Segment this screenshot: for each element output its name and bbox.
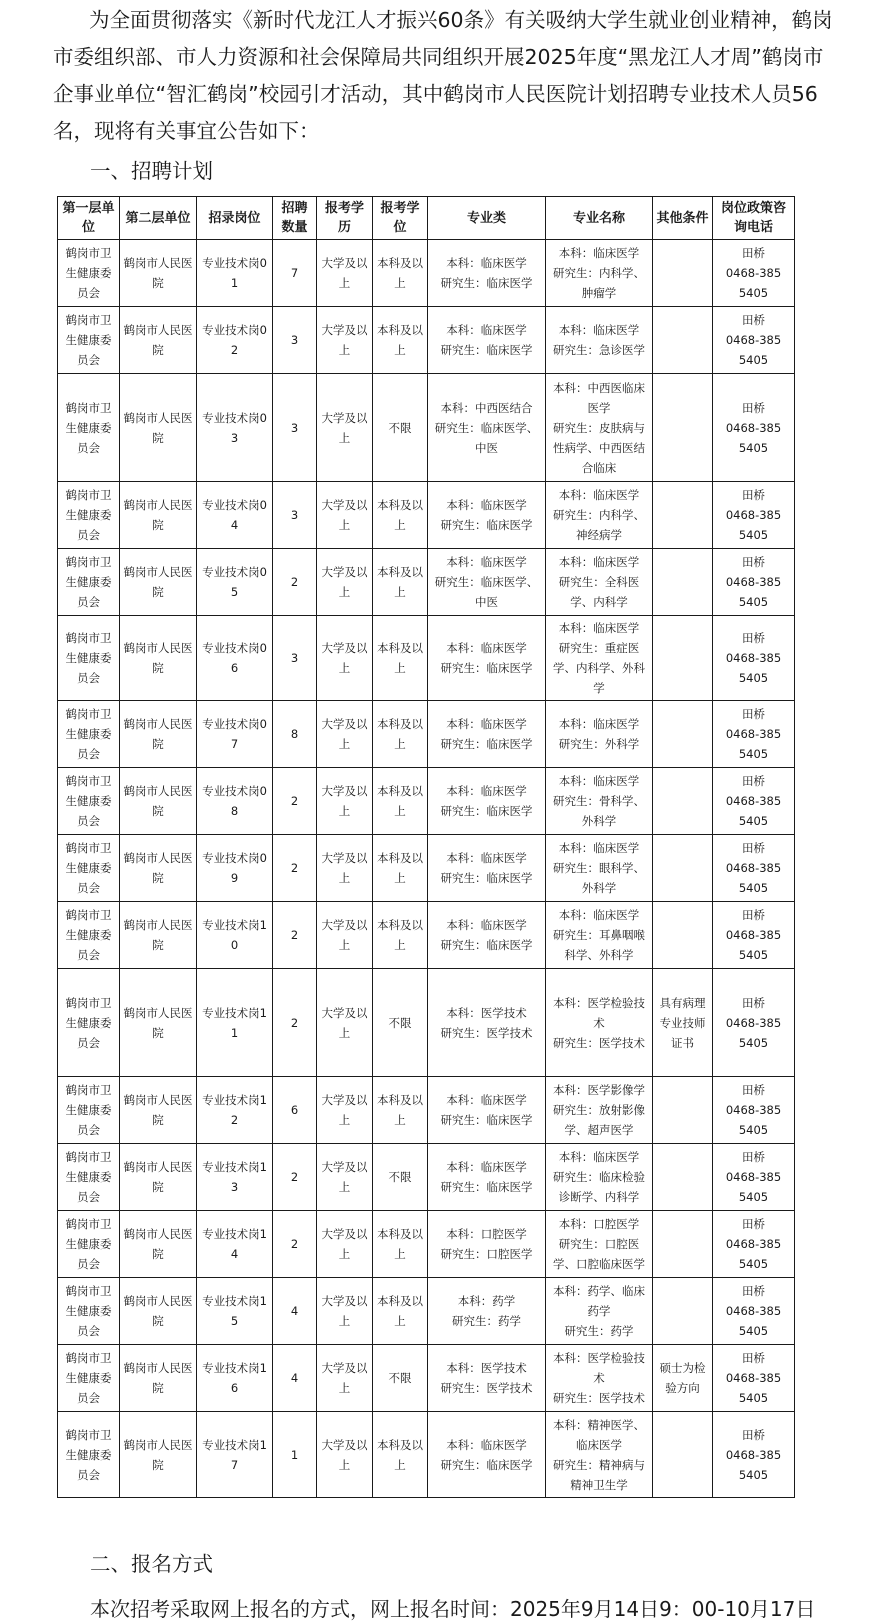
cell-count: 4 <box>273 1278 317 1345</box>
cell-unit2: 鹤岗市人民医院 <box>120 240 197 307</box>
cell-major-category: 本科：临床医学 研究生：临床医学 <box>428 482 546 549</box>
cell-post: 专业技术岗04 <box>197 482 273 549</box>
header-major-name: 专业名称 <box>546 197 653 240</box>
cell-major-category: 本科：临床医学 研究生：临床医学 <box>428 240 546 307</box>
cell-degree: 本科及以上 <box>373 616 428 701</box>
cell-major-category: 本科：临床医学 研究生：临床医学 <box>428 902 546 969</box>
cell-count: 2 <box>273 969 317 1077</box>
cell-phone: 田桥 0468-385 5405 <box>713 1144 795 1211</box>
cell-unit1: 鹤岗市卫生健康委员会 <box>58 835 120 902</box>
cell-count: 2 <box>273 1211 317 1278</box>
header-unit1: 第一层单位 <box>58 197 120 240</box>
cell-degree: 本科及以上 <box>373 768 428 835</box>
cell-unit1: 鹤岗市卫生健康委员会 <box>58 701 120 768</box>
cell-post: 专业技术岗07 <box>197 701 273 768</box>
cell-unit2: 鹤岗市人民医院 <box>120 1278 197 1345</box>
cell-other-conditions <box>653 1144 713 1211</box>
cell-major-category: 本科：临床医学 研究生：临床医学 <box>428 1412 546 1498</box>
cell-unit1: 鹤岗市卫生健康委员会 <box>58 1412 120 1498</box>
cell-post: 专业技术岗02 <box>197 307 273 374</box>
cell-education: 大学及以上 <box>317 307 373 374</box>
cell-unit2: 鹤岗市人民医院 <box>120 1144 197 1211</box>
header-other-conditions: 其他条件 <box>653 197 713 240</box>
cell-major-category: 本科：临床医学 研究生：临床医学 <box>428 307 546 374</box>
cell-unit1: 鹤岗市卫生健康委员会 <box>58 482 120 549</box>
cell-unit2: 鹤岗市人民医院 <box>120 616 197 701</box>
cell-phone: 田桥 0468-385 5405 <box>713 482 795 549</box>
cell-degree: 不限 <box>373 1144 428 1211</box>
cell-unit2: 鹤岗市人民医院 <box>120 701 197 768</box>
cell-phone: 田桥 0468-385 5405 <box>713 1211 795 1278</box>
cell-phone: 田桥 0468-385 5405 <box>713 1412 795 1498</box>
cell-other-conditions <box>653 1412 713 1498</box>
cell-major-category: 本科：临床医学 研究生：临床医学 <box>428 701 546 768</box>
registration-text: 本次招考采取网上报名的方式，网上报名时间：2025年9月14日9：00-10月17日 <box>90 1597 816 1621</box>
cell-unit2: 鹤岗市人民医院 <box>120 768 197 835</box>
cell-education: 大学及以上 <box>317 701 373 768</box>
cell-education: 大学及以上 <box>317 549 373 616</box>
cell-other-conditions <box>653 307 713 374</box>
cell-post: 专业技术岗10 <box>197 902 273 969</box>
cell-count: 2 <box>273 549 317 616</box>
cell-phone: 田桥 0468-385 5405 <box>713 701 795 768</box>
cell-count: 2 <box>273 1144 317 1211</box>
cell-unit1: 鹤岗市卫生健康委员会 <box>58 902 120 969</box>
cell-count: 3 <box>273 307 317 374</box>
cell-phone: 田桥 0468-385 5405 <box>713 240 795 307</box>
cell-count: 2 <box>273 768 317 835</box>
table-row <box>58 768 795 835</box>
cell-degree: 本科及以上 <box>373 1412 428 1498</box>
header-phone: 岗位政策咨询电话 <box>713 197 795 240</box>
table-row <box>58 835 795 902</box>
cell-unit2: 鹤岗市人民医院 <box>120 1211 197 1278</box>
cell-degree: 不限 <box>373 1345 428 1412</box>
cell-education: 大学及以上 <box>317 374 373 482</box>
recruitment-plan-table <box>57 196 795 1498</box>
cell-education: 大学及以上 <box>317 902 373 969</box>
cell-unit2: 鹤岗市人民医院 <box>120 902 197 969</box>
cell-unit1: 鹤岗市卫生健康委员会 <box>58 1144 120 1211</box>
header-post: 招录岗位 <box>197 197 273 240</box>
cell-degree: 本科及以上 <box>373 1278 428 1345</box>
cell-other-conditions <box>653 701 713 768</box>
header-education: 报考学历 <box>317 197 373 240</box>
cell-education: 大学及以上 <box>317 1278 373 1345</box>
cell-education: 大学及以上 <box>317 768 373 835</box>
cell-unit2: 鹤岗市人民医院 <box>120 482 197 549</box>
cell-degree: 本科及以上 <box>373 307 428 374</box>
cell-post: 专业技术岗03 <box>197 374 273 482</box>
cell-phone: 田桥 0468-385 5405 <box>713 768 795 835</box>
cell-unit1: 鹤岗市卫生健康委员会 <box>58 374 120 482</box>
cell-major-name: 本科：精神医学、临床医学 研究生：精神病与精神卫生学 <box>546 1412 653 1498</box>
header-unit2: 第二层单位 <box>120 197 197 240</box>
cell-major-category: 本科：医学技术 研究生：医学技术 <box>428 969 546 1077</box>
table-row <box>58 1077 795 1144</box>
intro-paragraph <box>53 2 843 150</box>
cell-other-conditions <box>653 1211 713 1278</box>
cell-phone: 田桥 0468-385 5405 <box>713 1345 795 1412</box>
cell-degree: 本科及以上 <box>373 701 428 768</box>
table-row <box>58 969 795 1077</box>
cell-degree: 本科及以上 <box>373 1211 428 1278</box>
cell-phone: 田桥 0468-385 5405 <box>713 374 795 482</box>
cell-unit1: 鹤岗市卫生健康委员会 <box>58 1278 120 1345</box>
cell-count: 3 <box>273 616 317 701</box>
cell-major-name: 本科：临床医学 研究生：内科学、神经病学 <box>546 482 653 549</box>
cell-major-name: 本科：临床医学 研究生：全科医学、内科学 <box>546 549 653 616</box>
cell-major-name: 本科：临床医学 研究生：内科学、肿瘤学 <box>546 240 653 307</box>
table-row <box>58 902 795 969</box>
cell-major-category: 本科：药学 研究生：药学 <box>428 1278 546 1345</box>
cell-unit2: 鹤岗市人民医院 <box>120 1412 197 1498</box>
cell-count: 2 <box>273 902 317 969</box>
cell-post: 专业技术岗16 <box>197 1345 273 1412</box>
cell-degree: 本科及以上 <box>373 240 428 307</box>
cell-post: 专业技术岗12 <box>197 1077 273 1144</box>
cell-unit1: 鹤岗市卫生健康委员会 <box>58 969 120 1077</box>
cell-phone: 田桥 0468-385 5405 <box>713 969 795 1077</box>
cell-major-name: 本科：医学检验技术 研究生：医学技术 <box>546 1345 653 1412</box>
cell-major-category: 本科：临床医学 研究生：临床医学 <box>428 616 546 701</box>
cell-major-category: 本科：中西医结合 研究生：临床医学、中医 <box>428 374 546 482</box>
cell-unit2: 鹤岗市人民医院 <box>120 1345 197 1412</box>
cell-count: 3 <box>273 482 317 549</box>
cell-unit1: 鹤岗市卫生健康委员会 <box>58 1345 120 1412</box>
cell-post: 专业技术岗05 <box>197 549 273 616</box>
cell-major-name: 本科：药学、临床药学 研究生：药学 <box>546 1278 653 1345</box>
cell-other-conditions <box>653 1278 713 1345</box>
cell-major-name: 本科：医学影像学 研究生：放射影像学、超声医学 <box>546 1077 653 1144</box>
table-row <box>58 616 795 701</box>
cell-other-conditions: 具有病理专业技师证书 <box>653 969 713 1077</box>
cell-major-name: 本科：医学检验技术 研究生：医学技术 <box>546 969 653 1077</box>
cell-major-category: 本科：口腔医学 研究生：口腔医学 <box>428 1211 546 1278</box>
table-row <box>58 1412 795 1498</box>
cell-phone: 田桥 0468-385 5405 <box>713 1077 795 1144</box>
section-heading-registration: 二、报名方式 <box>90 1552 213 1576</box>
table-row <box>58 1144 795 1211</box>
cell-phone: 田桥 0468-385 5405 <box>713 835 795 902</box>
cell-major-name: 本科：临床医学 研究生：耳鼻咽喉科学、外科学 <box>546 902 653 969</box>
cell-unit1: 鹤岗市卫生健康委员会 <box>58 1211 120 1278</box>
cell-unit2: 鹤岗市人民医院 <box>120 374 197 482</box>
table-row <box>58 482 795 549</box>
table-row <box>58 549 795 616</box>
cell-major-category: 本科：临床医学 研究生：临床医学、中医 <box>428 549 546 616</box>
table-row <box>58 374 795 482</box>
cell-degree: 本科及以上 <box>373 902 428 969</box>
cell-degree: 本科及以上 <box>373 1077 428 1144</box>
cell-education: 大学及以上 <box>317 616 373 701</box>
cell-post: 专业技术岗15 <box>197 1278 273 1345</box>
cell-education: 大学及以上 <box>317 240 373 307</box>
cell-unit1: 鹤岗市卫生健康委员会 <box>58 307 120 374</box>
cell-post: 专业技术岗01 <box>197 240 273 307</box>
cell-unit1: 鹤岗市卫生健康委员会 <box>58 616 120 701</box>
cell-phone: 田桥 0468-385 5405 <box>713 307 795 374</box>
cell-other-conditions <box>653 240 713 307</box>
cell-unit1: 鹤岗市卫生健康委员会 <box>58 549 120 616</box>
cell-unit2: 鹤岗市人民医院 <box>120 835 197 902</box>
cell-major-category: 本科：临床医学 研究生：临床医学 <box>428 835 546 902</box>
cell-phone: 田桥 0468-385 5405 <box>713 549 795 616</box>
cell-education: 大学及以上 <box>317 1144 373 1211</box>
cell-unit2: 鹤岗市人民医院 <box>120 549 197 616</box>
cell-major-category: 本科：临床医学 研究生：临床医学 <box>428 1144 546 1211</box>
cell-education: 大学及以上 <box>317 969 373 1077</box>
cell-major-name: 本科：中西医临床医学 研究生：皮肤病与性病学、中西医结合临床 <box>546 374 653 482</box>
cell-unit1: 鹤岗市卫生健康委员会 <box>58 1077 120 1144</box>
cell-other-conditions <box>653 374 713 482</box>
cell-post: 专业技术岗06 <box>197 616 273 701</box>
cell-degree: 本科及以上 <box>373 835 428 902</box>
cell-other-conditions <box>653 902 713 969</box>
cell-post: 专业技术岗08 <box>197 768 273 835</box>
cell-major-name: 本科：临床医学 研究生：临床检验诊断学、内科学 <box>546 1144 653 1211</box>
cell-major-name: 本科：临床医学 研究生：骨科学、外科学 <box>546 768 653 835</box>
cell-count: 2 <box>273 835 317 902</box>
cell-other-conditions <box>653 616 713 701</box>
cell-count: 4 <box>273 1345 317 1412</box>
cell-count: 8 <box>273 701 317 768</box>
cell-degree: 不限 <box>373 969 428 1077</box>
cell-other-conditions <box>653 835 713 902</box>
cell-major-name: 本科：临床医学 研究生：外科学 <box>546 701 653 768</box>
header-count: 招聘数量 <box>273 197 317 240</box>
cell-phone: 田桥 0468-385 5405 <box>713 616 795 701</box>
cell-post: 专业技术岗17 <box>197 1412 273 1498</box>
cell-education: 大学及以上 <box>317 1077 373 1144</box>
cell-major-category: 本科：医学技术 研究生：医学技术 <box>428 1345 546 1412</box>
cell-degree: 本科及以上 <box>373 482 428 549</box>
cell-count: 1 <box>273 1412 317 1498</box>
cell-unit2: 鹤岗市人民医院 <box>120 307 197 374</box>
intro-text: 为全面贯彻落实《新时代龙江人才振兴60条》有关吸纳大学生就业创业精神，鹤岗市委组织部、市人力资源和社会保障局共同组织开展2025年度“黑龙江人才周”鹤岗市企事业单位“智汇鹤岗”校园引才活动，其中鹤岗市人民医院计划招聘专业技术人员56名，现将有关事宜公告如下： <box>53 8 833 143</box>
cell-major-name: 本科：临床医学 研究生：眼科学、外科学 <box>546 835 653 902</box>
table-row <box>58 1278 795 1345</box>
cell-major-name: 本科：临床医学 研究生：急诊医学 <box>546 307 653 374</box>
cell-post: 专业技术岗09 <box>197 835 273 902</box>
cell-major-name: 本科：口腔医学 研究生：口腔医学、口腔临床医学 <box>546 1211 653 1278</box>
cell-count: 7 <box>273 240 317 307</box>
table-row <box>58 1345 795 1412</box>
cell-education: 大学及以上 <box>317 1345 373 1412</box>
cell-other-conditions <box>653 549 713 616</box>
table-row <box>58 240 795 307</box>
cell-education: 大学及以上 <box>317 1211 373 1278</box>
cell-major-category: 本科：临床医学 研究生：临床医学 <box>428 768 546 835</box>
cell-degree: 本科及以上 <box>373 549 428 616</box>
cell-phone: 田桥 0468-385 5405 <box>713 902 795 969</box>
cell-unit1: 鹤岗市卫生健康委员会 <box>58 768 120 835</box>
cell-post: 专业技术岗13 <box>197 1144 273 1211</box>
table-row <box>58 701 795 768</box>
cell-other-conditions <box>653 1077 713 1144</box>
cell-post: 专业技术岗14 <box>197 1211 273 1278</box>
cell-education: 大学及以上 <box>317 482 373 549</box>
section-heading-recruitment-plan: 一、招聘计划 <box>90 159 213 183</box>
cell-phone: 田桥 0468-385 5405 <box>713 1278 795 1345</box>
cell-degree: 不限 <box>373 374 428 482</box>
cell-other-conditions <box>653 768 713 835</box>
header-degree: 报考学位 <box>373 197 428 240</box>
table-row <box>58 307 795 374</box>
table-row <box>58 1211 795 1278</box>
cell-other-conditions <box>653 482 713 549</box>
cell-unit2: 鹤岗市人民医院 <box>120 969 197 1077</box>
cell-major-name: 本科：临床医学 研究生：重症医学、内科学、外科学 <box>546 616 653 701</box>
cell-other-conditions: 硕士为检验方向 <box>653 1345 713 1412</box>
cell-unit1: 鹤岗市卫生健康委员会 <box>58 240 120 307</box>
header-major-category: 专业类 <box>428 197 546 240</box>
cell-unit2: 鹤岗市人民医院 <box>120 1077 197 1144</box>
cell-education: 大学及以上 <box>317 1412 373 1498</box>
table-header-row <box>58 197 795 240</box>
cell-count: 3 <box>273 374 317 482</box>
cell-education: 大学及以上 <box>317 835 373 902</box>
cell-post: 专业技术岗11 <box>197 969 273 1077</box>
cell-count: 6 <box>273 1077 317 1144</box>
cell-major-category: 本科：临床医学 研究生：临床医学 <box>428 1077 546 1144</box>
